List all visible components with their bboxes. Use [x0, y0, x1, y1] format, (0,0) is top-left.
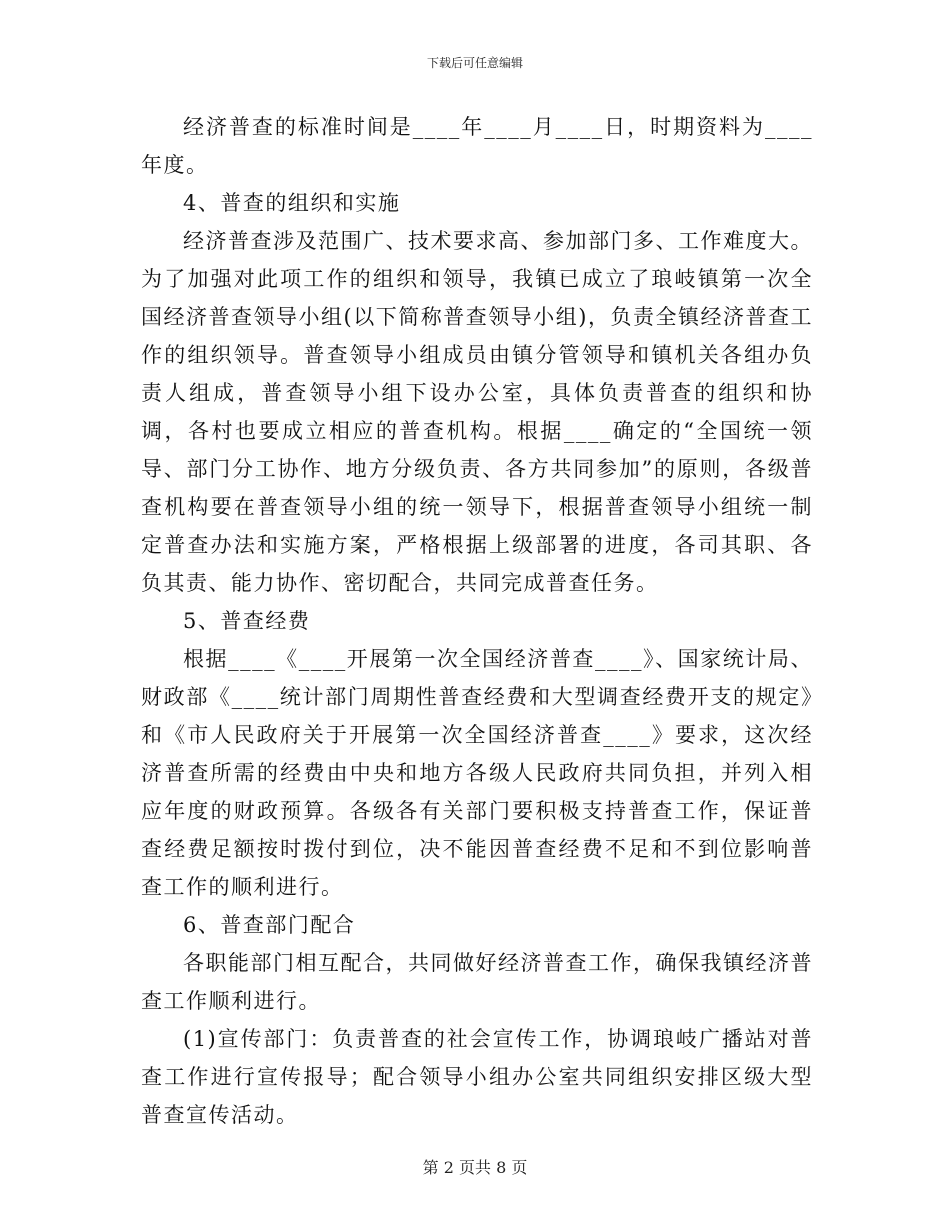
header-note: 下载后可任意编辑: [426, 56, 523, 70]
document-body: [141, 108, 813, 1134]
paragraph-publicity-department: (1)宣传部门：负责普查的社会宣传工作，协调琅岐广播站对普查工作进行宣传报导；配合领导小组办公室共同组织安排区级大型普查宣传活动。: [141, 1027, 813, 1127]
page-number-footer: 第 2 页共 8 页: [422, 1158, 528, 1177]
section-heading-organization: 4、普查的组织和实施: [183, 191, 401, 215]
paragraph-standard-time: 经济普查的标准时间是____年____月____日，时期资料为____年度。: [141, 115, 813, 177]
section-heading-funding: 5、普查经费: [183, 609, 311, 633]
section-heading-cooperation: 6、普查部门配合: [183, 913, 356, 937]
paragraph-cooperation: 各职能部门相互配合，共同做好经济普查工作，确保我镇经济普查工作顺利进行。: [141, 951, 813, 1013]
paragraph-funding: 根据____《____开展第一次全国经济普查____》、国家统计局、财政部《____统计部门周期性普查经费和大型调查经费开支的规定》和《市人民政府关于开展第一次全国经济普查____》要求，这次经济普查所需的经费由中央和地方各级人民政府共同负担，并列入相应年度的财政预算。各级各有关部门要积极支持普查工作，保证普查经费足额按时拨付到位，决不能因普查经费不足和不到位影响普查工作的顺利进行。: [141, 647, 813, 899]
paragraph-organization: 经济普查涉及范围广、技术要求高、参加部门多、工作难度大。为了加强对此项工作的组织和领导，我镇已成立了琅岐镇第一次全国经济普查领导小组(以下简称普查领导小组)，负责全镇经济普查工作的组织领导。普查领导小组成员由镇分管领导和镇机关各组办负责人组成，普查领导小组下设办公室，具体负责普查的组织和协调，各村也要成立相应的普查机构。根据____确定的“全国统一领导、部门分工协作、地方分级负责、各方共同参加”的原则，各级普查机构要在普查领导小组的统一领导下，根据普查领导小组统一制定普查办法和实施方案，严格根据上级部署的进度，各司其职、各负其责、能力协作、密切配合，共同完成普查任务。: [141, 229, 813, 595]
